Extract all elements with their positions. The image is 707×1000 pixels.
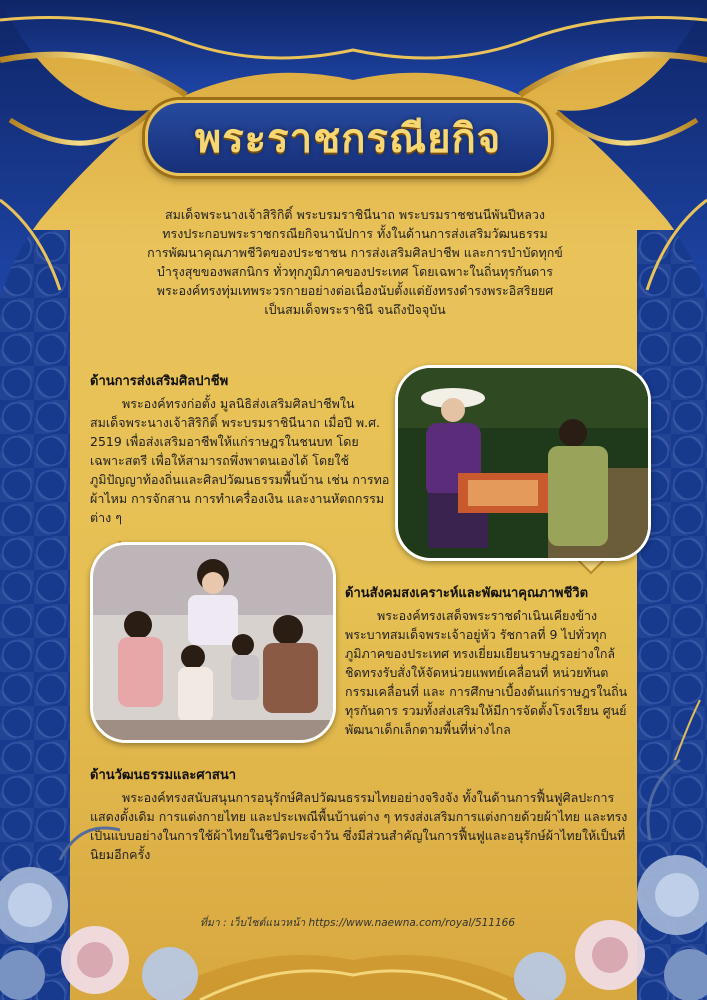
intro-line: ทรงประกอบพระราชกรณียกิจนานัปการ ทั้งในด้านการส่งเสริมวัฒนธรรม — [162, 226, 548, 241]
intro-line: บำรุงสุขของพสกนิกร ทั่วทุกภูมิภาคของประเทศ โดยเฉพาะในถิ่นทุรกันดาร — [156, 264, 554, 279]
section-culture-religion — [90, 764, 630, 864]
source-credit: ที่มา : เว็บไซต์แนวหน้า https://www.naewna.com/royal/511166 — [200, 917, 516, 929]
photo-queen-with-weaver — [395, 365, 651, 561]
left-pattern-panel — [0, 230, 70, 1000]
section-body: พระองค์ทรงสนับสนุนการอนุรักษ์ศิลปวัฒนธรรมไทยอย่างจริงจัง ทั้งในด้านการฟื้นฟูศิลปะการแสดงดั้งเดิม การแต่งกายไทย และประเพณีพื้นบ้านต่าง ๆ ทรงส่งเสริมการแต่งกายด้วยผ้าไทย และทรงเป็นแบบอย่างในการใช้ผ้าไทยในชีวิตประจำวัน ซึ่งมีส่วนสำคัญในการฟื้นฟูและอนุรักษ์ผ้าไทยให้เป็นที่นิยมอีกครั้ง — [90, 790, 628, 862]
section-title: ด้านวัฒนธรรมและศาสนา — [90, 768, 237, 783]
section-arts-crafts — [90, 370, 390, 527]
right-pattern-panel — [637, 230, 707, 1000]
intro-line: เป็นสมเด็จพระราชินี จนถึงปัจจุบัน — [264, 302, 446, 317]
intro-paragraph — [120, 205, 590, 319]
section-title: ด้านการส่งเสริมศิลปาชีพ — [90, 374, 229, 389]
photo-queen-with-villagers — [90, 542, 336, 743]
title-plaque — [145, 100, 551, 176]
intro-line: พระองค์ทรงทุ่มเทพระวรกายอย่างต่อเนื่องนับตั้งแต่ยังทรงดำรงพระอิสริยยศ — [156, 283, 554, 298]
section-body: พระองค์ทรงเสด็จพระราชดำเนินเคียงข้างพระบาทสมเด็จพระเจ้าอยู่หัว รัชกาลที่ 9 ไปทั่วทุกภูมิภาคของประเทศ ทรงเยี่ยมเยียนราษฎรอย่างใกล้ชิดทรงรับสั่งให้จัดหน่วยแพทย์เคลื่อนที่ หน่วยทันตกรรมเคลื่อนที่ และ การศึกษาเบื้องต้นแก่ราษฎรในถิ่นทุรกันดาร รวมทั้งส่งเสริมให้มีการจัดตั้งโรงเรียน ศูนย์พัฒนาเด็กเล็กตามพื้นที่ห่างไกล — [345, 608, 628, 737]
section-title: ด้านสังคมสงเคราะห์และพัฒนาคุณภาพชีวิต — [345, 586, 589, 601]
intro-line: สมเด็จพระนางเจ้าสิริกิติ์ พระบรมราชินีนาถ พระบรมราชชนนีพันปีหลวง — [164, 207, 546, 222]
intro-line: การพัฒนาคุณภาพชีวิตของประชาชน การส่งเสริมศิลปาชีพ และการบำบัดทุกข์ — [147, 245, 563, 260]
page-title: พระราชกรณียกิจ — [194, 115, 502, 162]
section-body: พระองค์ทรงก่อตั้ง มูลนิธิส่งเสริมศิลปาชีพใน สมเด็จพระนางเจ้าสิริกิติ์ พระบรมราชินีนาถ เมื่อปี พ.ศ. 2519 เพื่อส่งเสริมอาชีพให้แก่ราษฎรในชนบท โดยเฉพาะสตรี เพื่อให้สามารถพึ่งพาตนเองได้ โดยใช้ภูมิปัญญาท้องถิ่นและศิลปวัฒนธรรมพื้นบ้าน เช่น การทอผ้าไหม การจักสาน การทำเครื่องเงิน และงานหัตถกรรมต่าง ๆ — [90, 396, 390, 525]
section-social-welfare — [345, 582, 630, 739]
